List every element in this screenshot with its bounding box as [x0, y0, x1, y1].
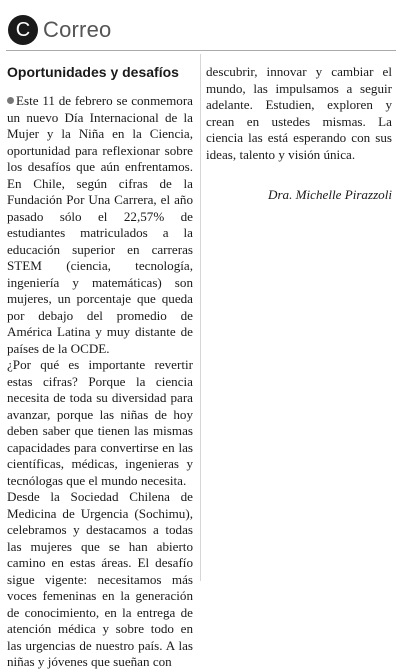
article-column-left [7, 93, 193, 671]
paragraph: Este 11 de febrero se conmemora un nuevo Día Internacional de la Mujer y la Niña en la Ciencia, oportunidad para reflexionar sobre los desafíos que aún enfrentamos. En Chile, según cifras de la Fundación Por Una Carrera, el año pasado sólo el 22,57% de estudiantes matriculados a la educación superior en carreras STEM (ciencia, tecnología, ingeniería y matemáticas) son mujeres, un porcentaje que queda por debajo del promedio de América Latina y muy distante de países de la OCDE. [7, 93, 193, 356]
bullet-icon [7, 97, 14, 104]
section-title: Correo [43, 17, 112, 42]
header-divider [6, 50, 396, 51]
column-divider [200, 54, 201, 581]
paragraph: Desde la Sociedad Chilena de Medicina de Urgencia (Sochimu), celebramos y destacamos a todas las mujeres que se han abierto camino en estas áreas. El desafío sigue vigente: necesitamos más voces femeninas en la generación de conocimiento, en la entrega de atención médica y sobre todo en las urgencias de nuestro país. A las niñas y jóvenes que sueñan con [7, 489, 193, 669]
section-badge: C [8, 15, 38, 45]
article-headline: Oportunidades y desafíos [7, 64, 179, 80]
section-header [4, 15, 397, 45]
article-column-right [206, 64, 392, 163]
paragraph: ¿Por qué es importante revertir estas cifras? Porque la ciencia necesita de toda su diversidad para avanzar, porque las niñas de hoy deben saber que tienen las mismas capacidades para convertirse en las científicas, médicas, ingenieras y tecnólogas que el mundo necesita. [7, 357, 193, 488]
paragraph: descubrir, innovar y cambiar el mundo, las impulsamos a seguir adelante. Estudien, exploren y crean en ustedes mismas. La ciencia las está esperando con sus ideas, talento y visión única. [206, 64, 392, 162]
author-signature: Dra. Michelle Pirazzoli [267, 187, 392, 202]
